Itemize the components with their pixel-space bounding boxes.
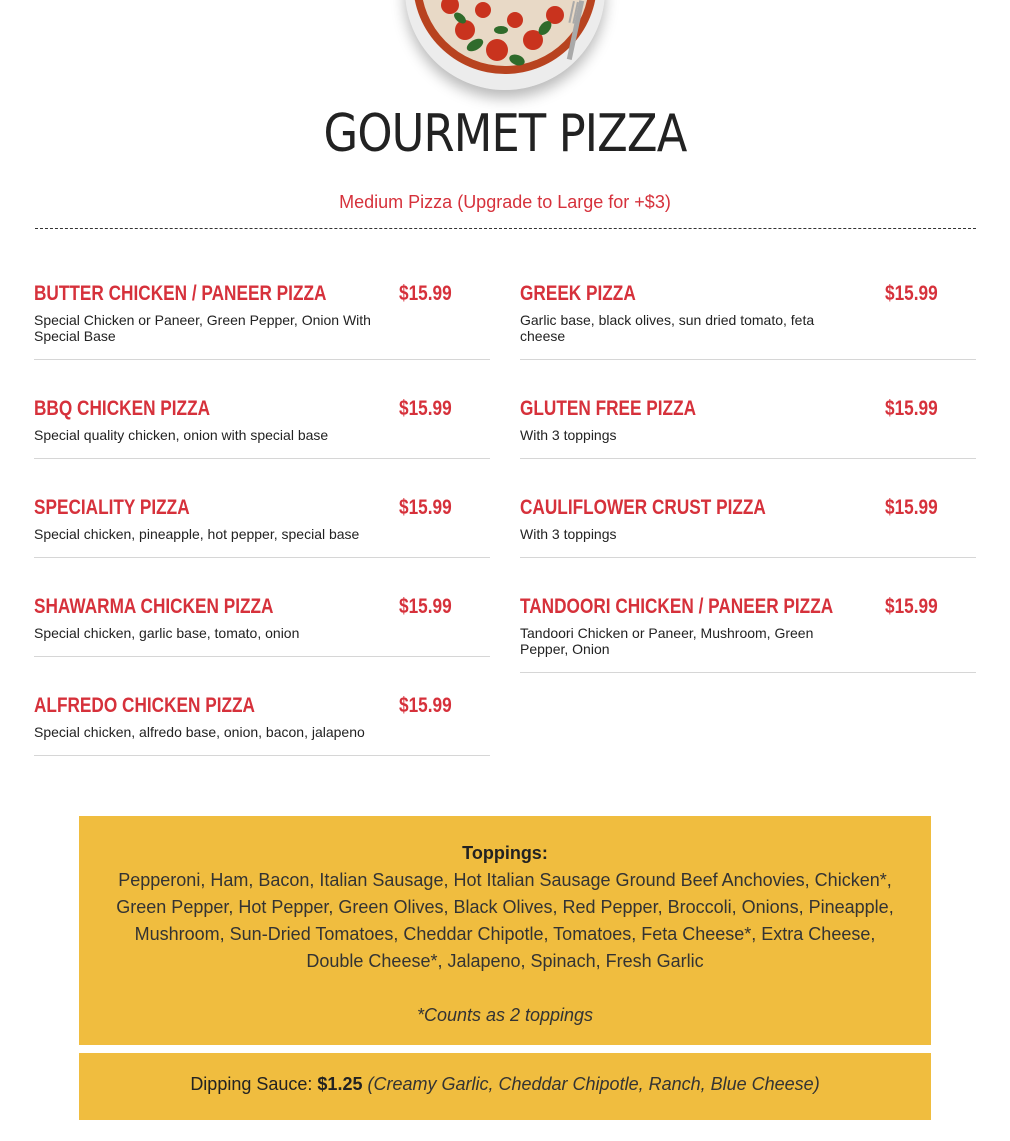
menu-item [34, 280, 490, 360]
menu-item-description: Tandoori Chicken or Paneer, Mushroom, Green Pepper, Onion [520, 625, 814, 657]
menu-item [520, 494, 976, 558]
menu-item-description: Special quality chicken, onion with special base [34, 427, 329, 443]
menu-item-description: With 3 toppings [520, 427, 617, 443]
menu-item-name: BUTTER CHICKEN / PANEER PIZZA [34, 282, 327, 305]
toppings-title: Toppings: [462, 843, 548, 863]
pizza-image [405, 0, 605, 90]
toppings-list: Pepperoni, Ham, Bacon, Italian Sausage, Hot Italian Sausage Ground Beef Anchovies, Chicken*, Green Pepper, Hot Pepper, Green Olives, Black Olives, Red Pepper, Broccoli, Onions, Pineapple, Mushroom, Sun-Dried Tomatoes, Cheddar Chipotle, Tomatoes, Feta Cheese*, Extra Cheese, Double Cheese*, Jalapeno, Spinach, Fresh Garlic [116, 870, 894, 971]
menu-item-price: $15.99 [885, 282, 938, 305]
menu-item [34, 692, 490, 756]
menu-item-price: $15.99 [399, 595, 452, 618]
page-title: GOURMET PIZZA [323, 104, 687, 164]
menu-item-price: $15.99 [399, 397, 452, 420]
menu-item [34, 494, 490, 558]
menu-item-name: SHAWARMA CHICKEN PIZZA [34, 595, 274, 618]
menu-column-left [34, 280, 490, 791]
dashed-divider [35, 228, 976, 229]
menu-item [520, 280, 976, 360]
menu-item-name: BBQ CHICKEN PIZZA [34, 397, 211, 420]
menu-item-name: CAULIFLOWER CRUST PIZZA [520, 496, 766, 519]
menu-item-price: $15.99 [885, 595, 938, 618]
size-upgrade-note: Medium Pizza (Upgrade to Large for +$3) [339, 192, 671, 212]
dipping-sauce-label: Dipping Sauce: [190, 1074, 313, 1094]
menu-item-description: Special chicken, alfredo base, onion, bacon, jalapeno [34, 724, 365, 740]
menu-item [520, 593, 976, 673]
menu-item-description: Garlic base, black olives, sun dried tomato, feta cheese [520, 312, 815, 344]
menu-item-name: ALFREDO CHICKEN PIZZA [34, 694, 255, 717]
menu-item-price: $15.99 [399, 282, 452, 305]
menu-item-price: $15.99 [885, 397, 938, 420]
toppings-note: *Counts as 2 toppings [416, 1005, 594, 1025]
menu-item-name: TANDOORI CHICKEN / PANEER PIZZA [520, 595, 834, 618]
dipping-sauce-panel [79, 1053, 931, 1120]
menu-item-price: $15.99 [399, 694, 452, 717]
menu-item [34, 593, 490, 657]
menu-item-name: SPECIALITY PIZZA [34, 496, 190, 519]
toppings-panel [79, 816, 931, 1045]
menu-item-description: Special Chicken or Paneer, Green Pepper, Onion With Special Base [34, 312, 371, 344]
menu-item-description: Special chicken, garlic base, tomato, onion [34, 625, 300, 641]
menu-item-price: $15.99 [885, 496, 938, 519]
menu-item-name: GREEK PIZZA [520, 282, 636, 305]
menu-item [520, 395, 976, 459]
menu-column-right [520, 280, 976, 708]
menu-item-description: With 3 toppings [520, 526, 617, 542]
menu-item-name: GLUTEN FREE PIZZA [520, 397, 697, 420]
pizza-icon [405, 0, 605, 90]
dipping-sauce-price: $1.25 [317, 1074, 363, 1094]
menu-item-description: Special chicken, pineapple, hot pepper, special base [34, 526, 360, 542]
menu-item [34, 395, 490, 459]
dipping-sauce-options: (Creamy Garlic, Cheddar Chipotle, Ranch, Blue Cheese) [367, 1074, 820, 1094]
menu-item-price: $15.99 [399, 496, 452, 519]
